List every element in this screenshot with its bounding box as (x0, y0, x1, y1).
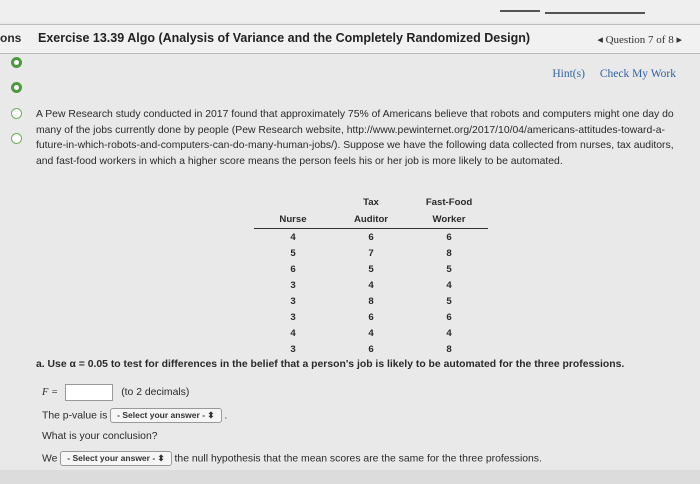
table-row (254, 245, 488, 261)
p-value-label: The p-value is (42, 410, 108, 422)
table-cell: 5 (368, 263, 374, 275)
p-value-row: The p-value is - Select your answer - ⬍ . (42, 410, 228, 422)
f-label: F = (42, 386, 58, 398)
exercise-header (0, 24, 700, 54)
table-cell: 4 (446, 279, 452, 291)
question-status-icon[interactable] (11, 82, 22, 93)
table-header-top (254, 194, 332, 211)
table-row (254, 325, 488, 341)
table-cell: 4 (368, 327, 374, 339)
table-row (254, 261, 488, 277)
exercise-title: Exercise 13.39 Algo (Analysis of Variance and the Completely Randomized Design) (38, 31, 531, 45)
table-cell: 5 (290, 247, 296, 259)
f-precision-note: (to 2 decimals) (121, 386, 190, 398)
table-cell: 6 (368, 311, 374, 323)
table-header-top: Tax (363, 197, 379, 208)
table-row (254, 309, 488, 325)
conclusion-prompt: What is your conclusion? (42, 431, 158, 442)
table-cell: 3 (290, 311, 296, 323)
table-cell: 3 (290, 279, 296, 291)
p-value-select[interactable]: - Select your answer - ⬍ (110, 408, 221, 423)
table-row (254, 277, 488, 293)
column-header-nurse: Nurse (254, 211, 332, 229)
table-cell: 7 (368, 247, 374, 259)
question-status-icon[interactable] (11, 57, 22, 68)
column-header-fast-food-worker: Worker (410, 211, 488, 229)
top-bar-marker (545, 12, 645, 14)
conclusion-text: the null hypothesis that the mean scores are the same for the three professions. (174, 453, 542, 465)
f-statistic-input[interactable] (65, 384, 113, 401)
hints-link[interactable]: Hint(s) (552, 68, 585, 80)
table-cell: 4 (446, 327, 452, 339)
table-cell: 6 (290, 263, 296, 275)
browser-top-strip (0, 0, 700, 22)
table-cell: 6 (446, 311, 452, 323)
check-my-work-link[interactable]: Check My Work (599, 68, 676, 80)
table-cell: 4 (368, 279, 374, 291)
question-status-icon[interactable] (11, 133, 22, 144)
table-row (254, 293, 488, 309)
table-cell: 3 (290, 343, 296, 355)
data-table (254, 194, 488, 357)
column-header-tax-auditor: Auditor (332, 211, 410, 229)
top-bar-marker (500, 10, 540, 12)
table-cell: 8 (368, 295, 374, 307)
table-cell: 6 (368, 231, 374, 243)
problem-statement (36, 107, 686, 169)
table-cell: 6 (446, 231, 452, 243)
table-cell: 4 (290, 231, 296, 243)
table-cell: 5 (446, 295, 452, 307)
side-tab-label[interactable]: ons (0, 31, 22, 45)
table-header-top: Fast-Food (425, 197, 473, 208)
f-statistic-row (42, 384, 189, 401)
question-status-icon[interactable] (11, 108, 22, 119)
part-a-prompt: a. Use α = 0.05 to test for differences in the belief that a person's job is likely to be automated for the three professions. (36, 359, 625, 370)
table-cell: 6 (368, 343, 374, 355)
table-cell: 8 (446, 343, 452, 355)
table-row (254, 229, 488, 246)
bottom-strip (0, 470, 700, 484)
conclusion-select[interactable]: - Select your answer - ⬍ (60, 451, 171, 466)
table-row (254, 341, 488, 357)
table-cell: 5 (446, 263, 452, 275)
conclusion-row (42, 451, 542, 466)
problem-text: A Pew Research study conducted in 2017 found that approximately 75% of Americans believe that robots and computers might one day do many of the jobs currently done by people (Pew Research website, http://www.pewinternet.org/2017/10/04/americans-attitudes-toward-a-future-in-which-robots-and-computers-can-do-many-human-jobs/). Suppose we have the following data collected from nurses, tax auditors, and fast-food workers in which a higher score means the person feels his or her job is more likely to be automated. (36, 109, 674, 167)
table-cell: 4 (290, 327, 296, 339)
we-label: We (42, 453, 58, 465)
table-cell: 3 (290, 295, 296, 307)
question-navigator[interactable]: ◂ Question 7 of 8 ▸ (597, 34, 682, 46)
table-cell: 8 (446, 247, 452, 259)
help-links (540, 68, 676, 80)
